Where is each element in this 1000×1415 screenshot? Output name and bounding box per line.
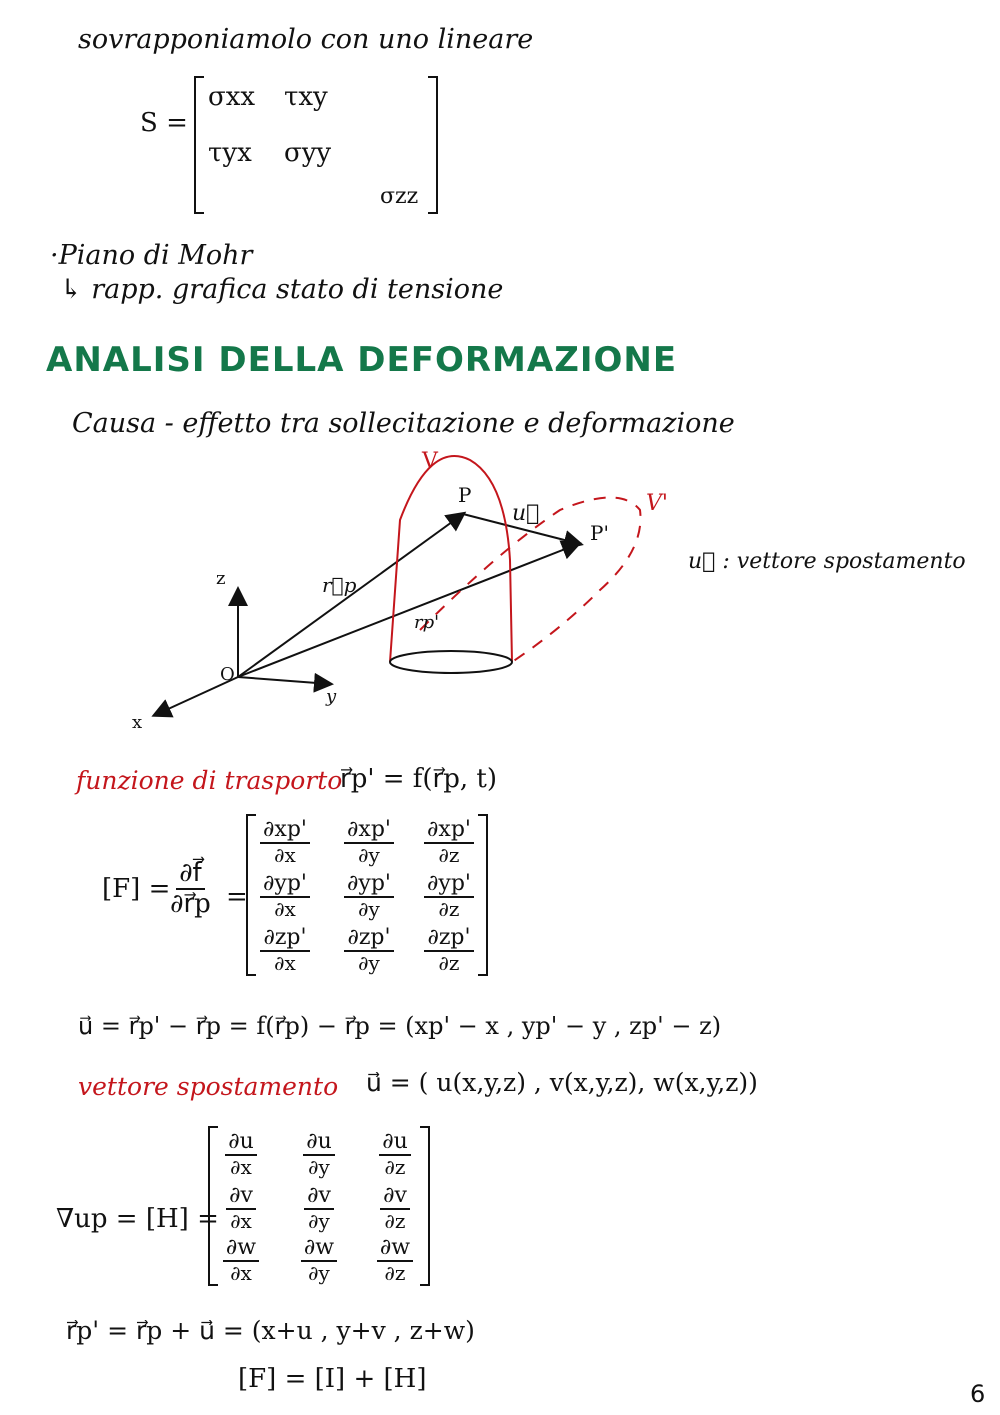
f-cell: $\frac{\partial zp'}{\partial y}$ — [334, 926, 404, 974]
label-rp-prime: rp' — [414, 612, 440, 633]
h-cell: $\frac{\partial u}{\partial y}$ — [284, 1130, 354, 1178]
h-cell: $\frac{\partial v}{\partial x}$ — [206, 1184, 276, 1232]
tau-xy: τxy — [284, 82, 328, 112]
f-matrix-eq: = — [226, 882, 248, 912]
f-cell: $\frac{\partial xp'}{\partial y}$ — [334, 818, 404, 866]
df-fraction — [170, 860, 211, 919]
sigma-xx: σxx — [208, 82, 256, 112]
label-u: u⃗ — [512, 501, 540, 526]
h-cell: $\frac{\partial w}{\partial z}$ — [360, 1236, 430, 1284]
label-p-prime: P' — [590, 521, 609, 545]
df-denominator: ∂r⃗p — [170, 889, 211, 920]
cause-effect-note: Causa - effetto tra sollecitazione e deformazione — [72, 408, 735, 439]
f-cell: $\frac{\partial zp'}{\partial x}$ — [250, 926, 320, 974]
section-title: ANALISI DELLA DEFORMAZIONE — [46, 340, 678, 380]
h-cell: $\frac{\partial v}{\partial z}$ — [360, 1184, 430, 1232]
h-cell: $\frac{\partial u}{\partial x}$ — [206, 1130, 276, 1178]
label-v: V — [422, 449, 438, 474]
h-cell: $\frac{\partial w}{\partial x}$ — [206, 1236, 276, 1284]
transport-function-formula: r⃗p' = f(r⃗p, t) — [340, 764, 498, 794]
label-z-axis: z — [216, 568, 226, 589]
y-axis — [238, 677, 330, 684]
label-origin: O — [220, 664, 235, 685]
h-matrix — [208, 1126, 430, 1286]
sigma-yy: σyy — [284, 138, 332, 168]
label-v-prime: V' — [646, 491, 668, 516]
f-cell: $\frac{\partial yp'}{\partial y}$ — [334, 872, 404, 920]
df-numerator: ∂f⃗ — [176, 860, 205, 890]
mohr-description: ↳ rapp. grafica stato di tensione — [60, 274, 504, 305]
mohr-plane: ·Piano di Mohr — [50, 240, 253, 271]
displacement-vector-label: vettore spostamento — [78, 1072, 339, 1101]
f-cell: $\frac{\partial yp'}{\partial z}$ — [414, 872, 484, 920]
h-cell: $\frac{\partial u}{\partial z}$ — [360, 1130, 430, 1178]
page-number: 6 — [970, 1380, 986, 1408]
stress-matrix-label: S = — [140, 108, 188, 138]
h-cell: $\frac{\partial v}{\partial y}$ — [284, 1184, 354, 1232]
f-cell: $\frac{\partial xp'}{\partial x}$ — [250, 818, 320, 866]
top-note: sovrapponiamolo con uno lineare — [78, 24, 534, 55]
displacement-vector-formula: u⃗ = ( u(x,y,z) , v(x,y,z), w(x,y,z)) — [366, 1068, 758, 1097]
volume-v — [390, 456, 512, 662]
u-formula: u⃗ = r⃗p' − r⃗p = f(r⃗p) − r⃗p = (xp' − x , yp' − y , zp' − z) — [78, 1012, 722, 1040]
deformation-diagram — [0, 440, 1000, 740]
rp-prime-formula: r⃗p' = r⃗p + u⃗ = (x+u , y+v , z+w) — [66, 1316, 475, 1345]
displacement-legend: u⃗ : vettore spostamento — [688, 549, 966, 574]
label-p: P — [458, 483, 472, 507]
transport-function-label: funzione di trasporto — [76, 766, 343, 795]
f-matrix — [246, 814, 488, 976]
label-y-axis: y — [326, 686, 337, 707]
f-matrix-lhs: [F] = — [102, 874, 171, 904]
label-rp: r⃗p — [322, 573, 357, 597]
h-matrix-lhs: ∇up = [H] = — [56, 1204, 219, 1234]
sigma-zz: σzz — [380, 184, 419, 209]
rp-prime-vector — [238, 544, 578, 677]
label-x-axis: x — [132, 712, 143, 733]
tau-yx: τyx — [208, 138, 252, 168]
f-cell: $\frac{\partial xp'}{\partial z}$ — [414, 818, 484, 866]
f-cell: $\frac{\partial zp'}{\partial z}$ — [414, 926, 484, 974]
stress-matrix — [194, 76, 438, 214]
h-cell: $\frac{\partial w}{\partial y}$ — [284, 1236, 354, 1284]
f-cell: $\frac{\partial yp'}{\partial x}$ — [250, 872, 320, 920]
final-formula: [F] = [I] + [H] — [238, 1364, 427, 1394]
volume-base — [390, 651, 512, 673]
